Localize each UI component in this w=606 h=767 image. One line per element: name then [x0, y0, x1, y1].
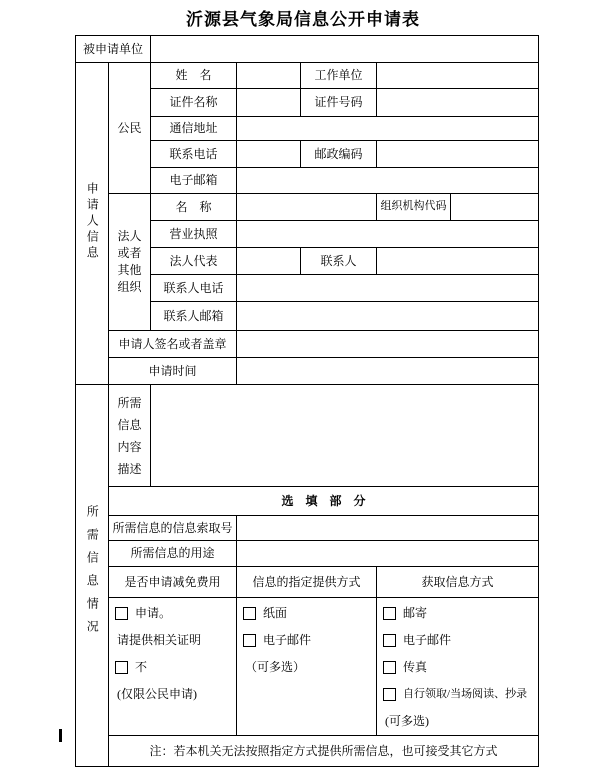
legal-rep-field[interactable]	[237, 248, 301, 275]
content-desc-line: 描述	[117, 461, 142, 476]
org-name-label: 名 称	[151, 194, 237, 221]
contact-phone-label: 联系人电话	[151, 275, 237, 302]
fee-option-apply-note-label: 请提供相关证明	[117, 633, 202, 648]
phone-field[interactable]	[237, 141, 301, 168]
id-number-field[interactable]	[377, 89, 539, 117]
legal-group-label	[109, 194, 151, 331]
obtain-option-fax-label: 传真	[403, 660, 428, 675]
index-number-field[interactable]	[237, 516, 539, 541]
apply-time-field[interactable]	[237, 358, 539, 385]
form-title: 沂源县气象局信息公开申请表	[186, 10, 420, 29]
content-desc-field[interactable]	[151, 385, 539, 487]
obtain-option-fax	[383, 654, 536, 681]
obtain-method-options	[377, 598, 539, 736]
text-cursor	[59, 729, 62, 742]
legal-group-line: 组织	[117, 280, 142, 294]
obtain-method-header: 获取信息方式	[377, 567, 539, 598]
id-name-field[interactable]	[237, 89, 301, 117]
optional-section-header: 选 填 部 分	[109, 487, 539, 516]
fee-option-apply-label: 申请。	[135, 606, 172, 621]
license-field[interactable]	[237, 221, 539, 248]
footnote: 注：若本机关无法按照指定方式提供所需信息，也可接受其它方式	[109, 736, 539, 767]
applicant-vertical-text: 申请人信息	[85, 181, 100, 262]
legal-group-line: 或者	[117, 246, 142, 260]
obtain-option-email	[383, 627, 536, 654]
org-name-field[interactable]	[237, 194, 377, 221]
apply-time-label: 申请时间	[109, 358, 237, 385]
provide-option-paper	[243, 600, 374, 627]
checkbox-fax[interactable]	[383, 661, 396, 674]
fee-option-restriction-label: (仅限公民申请)	[117, 687, 197, 702]
phone-label: 联系电话	[151, 141, 237, 168]
citizen-group-label: 公民	[109, 63, 151, 194]
id-number-label: 证件号码	[301, 89, 377, 117]
applied-unit-field[interactable]	[151, 36, 539, 63]
id-name-label: 证件名称	[151, 89, 237, 117]
applicant-section-label	[76, 63, 109, 385]
checkbox-mail[interactable]	[383, 607, 396, 620]
contact-email-field[interactable]	[237, 302, 539, 331]
contact-label: 联系人	[301, 248, 377, 275]
license-label: 营业执照	[151, 221, 237, 248]
usage-label: 所需信息的用途	[109, 541, 237, 567]
fee-option-no-label: 不	[135, 660, 148, 675]
checkbox-paper[interactable]	[243, 607, 256, 620]
work-unit-label: 工作单位	[301, 63, 377, 89]
legal-rep-label: 法人代表	[151, 248, 237, 275]
provide-multi-note-label: （可多选）	[245, 660, 306, 675]
contact-email-label: 联系人邮箱	[151, 302, 237, 331]
fee-waiver-options	[109, 598, 237, 736]
provide-option-email	[243, 627, 374, 654]
address-label: 通信地址	[151, 117, 237, 141]
checkbox-no[interactable]	[115, 661, 128, 674]
applied-unit-label: 被申请单位	[76, 36, 151, 63]
content-desc-line: 内容	[117, 439, 142, 454]
fee-option-restriction	[115, 681, 234, 708]
org-code-field[interactable]	[451, 194, 539, 221]
obtain-option-mail-label: 邮寄	[403, 606, 428, 621]
contact-phone-field[interactable]	[237, 275, 539, 302]
postcode-field[interactable]	[377, 141, 539, 168]
content-desc-line: 信息	[117, 417, 142, 432]
org-code-label: 组织机构代码	[377, 194, 451, 221]
name-field[interactable]	[237, 63, 301, 89]
obtain-option-mail	[383, 600, 536, 627]
fee-waiver-header: 是否申请减免费用	[109, 567, 237, 598]
needed-info-vertical-text: 所需信息情况	[85, 504, 100, 643]
contact-field[interactable]	[377, 248, 539, 275]
application-form-table	[75, 35, 539, 767]
obtain-option-self	[383, 681, 536, 708]
email-field[interactable]	[237, 168, 539, 194]
provide-option-paper-label: 纸面	[263, 606, 288, 621]
work-unit-field[interactable]	[377, 63, 539, 89]
usage-field[interactable]	[237, 541, 539, 567]
postcode-label: 邮政编码	[301, 141, 377, 168]
checkbox-apply[interactable]	[115, 607, 128, 620]
content-desc-label	[109, 385, 151, 487]
obtain-option-email-label: 电子邮件	[403, 633, 452, 648]
needed-info-section-label	[76, 385, 109, 767]
obtain-multi-note-label: (可多选)	[385, 714, 430, 729]
checkbox-provide-email[interactable]	[243, 634, 256, 647]
fee-option-apply	[115, 600, 234, 627]
checkbox-self-pickup[interactable]	[383, 688, 396, 701]
signature-label: 申请人签名或者盖章	[109, 331, 237, 358]
legal-group-line: 其他	[117, 263, 142, 277]
legal-group-line: 法人	[117, 229, 142, 243]
obtain-option-self-label: 自行领取/当场阅读、抄录	[403, 687, 528, 700]
obtain-multi-note	[383, 708, 536, 735]
provide-multi-note	[243, 654, 374, 681]
address-field[interactable]	[237, 117, 539, 141]
checkbox-obtain-email[interactable]	[383, 634, 396, 647]
provide-method-header: 信息的指定提供方式	[237, 567, 377, 598]
index-number-label: 所需信息的信息索取号	[109, 516, 237, 541]
fee-option-no	[115, 654, 234, 681]
fee-option-apply-note	[115, 627, 234, 654]
content-desc-line: 所需	[117, 395, 142, 410]
email-label: 电子邮箱	[151, 168, 237, 194]
signature-field[interactable]	[237, 331, 539, 358]
provide-method-options	[237, 598, 377, 736]
name-label: 姓 名	[151, 63, 237, 89]
provide-option-email-label: 电子邮件	[263, 633, 312, 648]
